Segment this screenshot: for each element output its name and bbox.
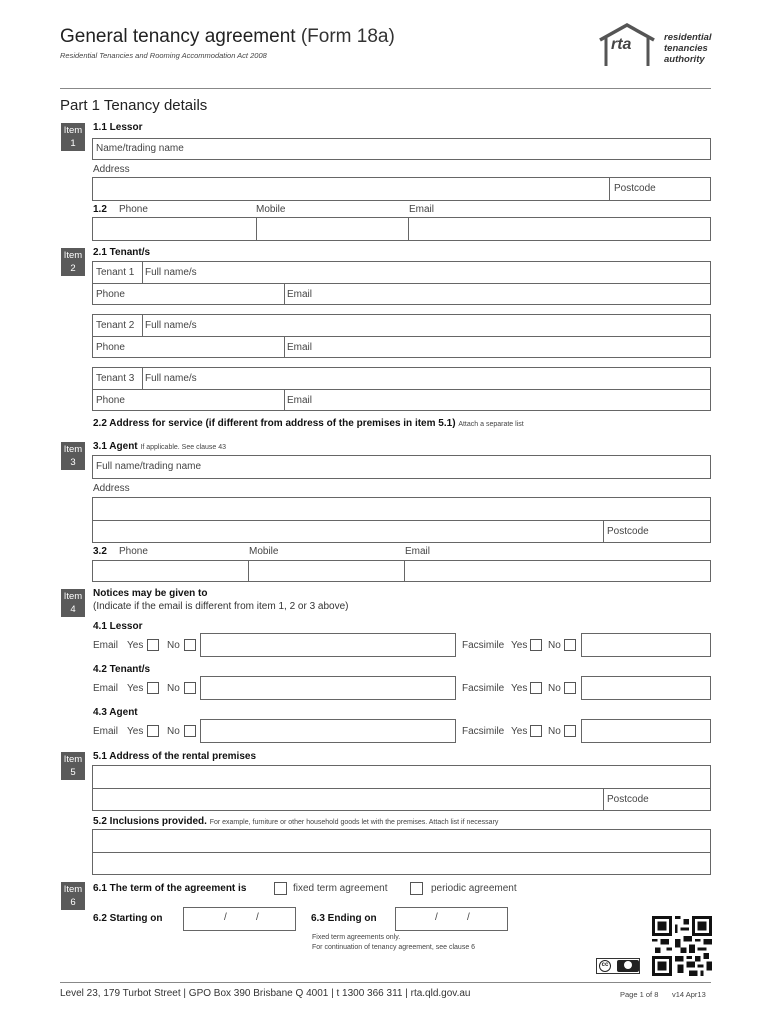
form-title-main: General tenancy agreement	[60, 26, 296, 47]
lessor-email-label: Email	[409, 204, 435, 215]
tenant-1-email-divider	[284, 283, 285, 305]
lessor-contact-row[interactable]	[92, 217, 711, 241]
item-4-badge	[61, 589, 85, 617]
premises-address-heading: 5.1 Address of the rental premises	[93, 751, 257, 762]
logo-mark: rta	[611, 36, 632, 53]
by-icon	[617, 960, 639, 972]
notices-tenants-no-label: No	[167, 683, 180, 694]
agent-email-divider	[404, 560, 405, 582]
ending-date-slash-1: /	[435, 912, 438, 923]
tenant-1-name-divider	[142, 261, 143, 283]
rta-logo	[596, 22, 716, 70]
starting-date-slash-1: /	[224, 912, 227, 923]
term-note-1: Fixed term agreements only.	[312, 934, 401, 941]
tenant-3-label: Tenant 3	[96, 373, 135, 384]
form-subtitle: Residential Tenancies and Rooming Accommodation Act 2008	[60, 51, 267, 60]
notices-lessor-fax-no-label: No	[548, 640, 561, 651]
footer-page: Page 1 of 8	[620, 990, 659, 999]
item-number: 6	[70, 897, 76, 908]
agent-heading	[93, 441, 226, 452]
notices-tenants-fax-field[interactable]	[581, 676, 711, 700]
notices-lessor-fax-field[interactable]	[581, 633, 711, 657]
notices-tenants-fax-no-checkbox[interactable]	[564, 682, 576, 694]
tenant-2-phone-label: Phone	[96, 342, 125, 353]
item-2-badge	[61, 248, 85, 276]
form-title-number: (Form 18a)	[295, 26, 395, 47]
agent-postcode-divider	[603, 520, 604, 543]
notices-tenants-fax-yes-label: Yes	[511, 683, 528, 694]
inclusions-heading	[93, 816, 498, 827]
lessor-phone-number: 1.2	[93, 204, 107, 215]
fixed-term-checkbox[interactable]	[274, 882, 287, 895]
item-word: Item	[63, 125, 83, 136]
notices-tenants-email-yes-checkbox[interactable]	[147, 682, 159, 694]
notices-tenants-email-no-checkbox[interactable]	[184, 682, 196, 694]
tenant-2-label: Tenant 2	[96, 320, 135, 331]
tenant-1-email-label: Email	[287, 289, 313, 300]
tenant-2-name-divider	[142, 314, 143, 336]
tenant-3-divider	[92, 389, 711, 390]
qr-code	[652, 916, 712, 976]
part1-heading: Part 1 Tenancy details	[60, 97, 208, 114]
item-number: 5	[70, 767, 76, 778]
tenants-heading: 2.1 Tenant/s	[93, 247, 151, 258]
notices-lessor-fax-no-checkbox[interactable]	[564, 639, 576, 651]
form-title	[60, 26, 395, 48]
notices-tenants-fax-yes-checkbox[interactable]	[530, 682, 542, 694]
agent-address-label: Address	[93, 483, 130, 494]
notices-agent-email-field[interactable]	[200, 719, 456, 743]
starting-date-field[interactable]	[183, 907, 296, 931]
tenant-3-email-divider	[284, 389, 285, 411]
notices-agent-no-label: No	[167, 726, 180, 737]
item-number: 3	[70, 457, 76, 468]
notices-agent-fax-yes-label: Yes	[511, 726, 528, 737]
inclusions-heading-note: For example, furniture or other household goods let with the premises. Attach list if necessary	[209, 819, 499, 826]
tenant-1-fullname-label: Full name/s	[145, 267, 197, 278]
agent-phone-number: 3.2	[93, 546, 107, 557]
notices-agent-fax-no-label: No	[548, 726, 561, 737]
address-for-service	[93, 418, 524, 429]
creative-commons-badge	[596, 958, 640, 974]
tenant-3-email-label: Email	[287, 395, 313, 406]
ending-on-label: 6.3 Ending on	[311, 913, 377, 924]
agent-postcode-label: Postcode	[607, 526, 649, 537]
lessor-mobile-divider	[256, 217, 257, 241]
cc-text: cc	[601, 962, 609, 968]
logo-line2: tenancies	[664, 43, 708, 54]
item-word: Item	[63, 444, 83, 455]
notices-tenants-fax-no-label: No	[548, 683, 561, 694]
tenant-2-fullname-label: Full name/s	[145, 320, 197, 331]
notices-heading: Notices may be given to	[93, 588, 208, 599]
footer-divider	[60, 982, 711, 983]
tenant-3-fullname-label: Full name/s	[145, 373, 197, 384]
agent-mobile-divider	[248, 560, 249, 582]
notices-agent-fax-no-checkbox[interactable]	[564, 725, 576, 737]
lessor-name-label: Name/trading name	[96, 143, 184, 154]
item-6-badge	[61, 882, 85, 910]
item-number: 2	[70, 263, 76, 274]
notices-lessor-email-label: Email	[93, 640, 119, 651]
ending-date-slash-2: /	[467, 912, 470, 923]
inclusions-heading-label: 5.2 Inclusions provided.	[93, 816, 207, 827]
item-word: Item	[63, 754, 83, 765]
item-1-badge	[61, 123, 85, 151]
periodic-label: periodic agreement	[431, 883, 517, 894]
item-number: 4	[70, 604, 76, 615]
starting-on-label: 6.2 Starting on	[93, 913, 163, 924]
agent-contact-row[interactable]	[92, 560, 711, 582]
cc-icon	[599, 960, 611, 972]
notices-lessor-fax-yes-label: Yes	[511, 640, 528, 651]
tenant-3-phone-label: Phone	[96, 395, 125, 406]
person-icon	[624, 961, 632, 969]
logo-line1: residential	[664, 32, 712, 43]
address-for-service-label: 2.2 Address for service (if different from address of the premises in item 5.1)	[93, 418, 456, 429]
premises-address-divider	[92, 788, 711, 789]
tenant-1-divider	[92, 283, 711, 284]
periodic-checkbox[interactable]	[410, 882, 423, 895]
lessor-address-label: Address	[93, 164, 130, 175]
address-for-service-note: Attach a separate list	[458, 421, 524, 428]
premises-postcode-divider	[603, 788, 604, 811]
notices-tenants-heading: 4.2 Tenant/s	[93, 664, 151, 675]
notices-lessor-heading: 4.1 Lessor	[93, 621, 143, 632]
notices-lessor-email-field[interactable]	[200, 633, 456, 657]
footer-version: v14 Apr13	[672, 990, 706, 999]
lessor-mobile-label: Mobile	[256, 204, 286, 215]
lessor-postcode-label: Postcode	[614, 183, 656, 194]
tenant-2-email-label: Email	[287, 342, 313, 353]
notices-tenants-email-label: Email	[93, 683, 119, 694]
tenant-2-divider	[92, 336, 711, 337]
notices-tenants-email-field[interactable]	[200, 676, 456, 700]
item-number: 1	[70, 138, 76, 149]
tenant-1-phone-label: Phone	[96, 289, 125, 300]
ending-date-field[interactable]	[395, 907, 508, 931]
tenant-3-name-divider	[142, 367, 143, 389]
logo-line3: authority	[664, 54, 705, 65]
notices-agent-email-label: Email	[93, 726, 119, 737]
agent-address-divider	[92, 520, 711, 521]
item-word: Item	[63, 591, 83, 602]
lessor-heading: 1.1 Lessor	[93, 122, 143, 133]
notices-lessor-fax-yes-checkbox[interactable]	[530, 639, 542, 651]
item-word: Item	[63, 250, 83, 261]
agent-phone-label: Phone	[119, 546, 148, 557]
agent-mobile-label: Mobile	[249, 546, 279, 557]
item-3-badge	[61, 442, 85, 470]
premises-postcode-label: Postcode	[607, 794, 649, 805]
header-divider	[60, 88, 711, 89]
term-heading: 6.1 The term of the agreement is	[93, 883, 247, 894]
tenant-2-email-divider	[284, 336, 285, 358]
inclusions-divider	[92, 852, 711, 853]
notices-agent-email-yes-checkbox[interactable]	[147, 725, 159, 737]
starting-date-slash-2: /	[256, 912, 259, 923]
tenant-1-label: Tenant 1	[96, 267, 135, 278]
lessor-name-field[interactable]	[92, 138, 711, 160]
notices-subheading: (Indicate if the email is different from item 1, 2 or 3 above)	[93, 601, 349, 612]
notices-tenants-yes-label: Yes	[127, 683, 144, 694]
agent-heading-label: 3.1 Agent	[93, 441, 138, 452]
item-5-badge	[61, 752, 85, 780]
agent-name-label: Full name/trading name	[96, 461, 202, 472]
term-note-2: For continuation of tenancy agreement, see clause 6	[312, 944, 476, 951]
agent-email-label: Email	[405, 546, 431, 557]
notices-agent-email-no-checkbox[interactable]	[184, 725, 196, 737]
notices-agent-heading: 4.3 Agent	[93, 707, 138, 718]
notices-lessor-fax-label: Facsimile	[462, 640, 505, 651]
footer-address: Level 23, 179 Turbot Street | GPO Box 390 Brisbane Q 4001 | t 1300 366 311 | rta.qld.gov.au	[60, 988, 471, 999]
agent-heading-note: If applicable. See clause 43	[140, 444, 227, 451]
lessor-email-divider	[408, 217, 409, 241]
item-word: Item	[63, 884, 83, 895]
notices-lessor-email-no-checkbox[interactable]	[184, 639, 196, 651]
fixed-term-label: fixed term agreement	[293, 883, 388, 894]
notices-lessor-no-label: No	[167, 640, 180, 651]
notices-lessor-yes-label: Yes	[127, 640, 144, 651]
notices-agent-fax-yes-checkbox[interactable]	[530, 725, 542, 737]
notices-agent-yes-label: Yes	[127, 726, 144, 737]
notices-lessor-email-yes-checkbox[interactable]	[147, 639, 159, 651]
lessor-phone-label: Phone	[119, 204, 148, 215]
lessor-postcode-divider	[609, 177, 610, 201]
notices-agent-fax-field[interactable]	[581, 719, 711, 743]
notices-tenants-fax-label: Facsimile	[462, 683, 505, 694]
notices-agent-fax-label: Facsimile	[462, 726, 505, 737]
